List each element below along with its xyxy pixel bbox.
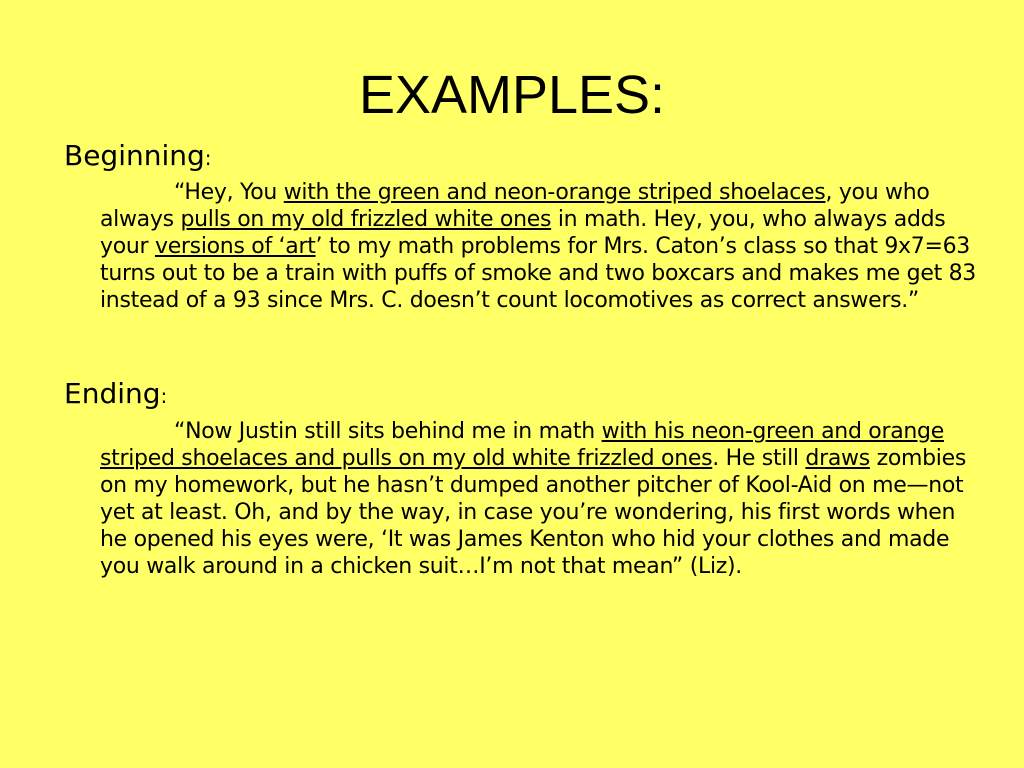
beginning-heading-colon: : — [204, 146, 212, 170]
beginning-quote-underlined: pulls on my old frizzled white ones — [180, 207, 552, 232]
beginning-heading-label: Beginning — [64, 139, 205, 172]
ending-quote-underlined: with his neon-green and orange striped shoelaces and pulls on my old white frizzled ones — [100, 419, 944, 471]
ending-quote-text: “Now Justin still sits behind me in math — [174, 419, 602, 444]
ending-heading — [64, 376, 167, 414]
beginning-quote-text: , you who always — [100, 180, 930, 232]
beginning-quote — [100, 179, 976, 314]
beginning-quote-text: ’ to my math problems for Mrs. Caton’s class so that 9x7=63 turns out to be a train with puffs of smoke and two boxcars and makes me get 83 instead of a 93 since Mrs. C. doesn’t count locomotives as correct answers.” — [100, 234, 976, 313]
beginning-quote-text: “Hey, You — [174, 180, 284, 205]
beginning-quote-text: in math. Hey, you, who always adds your — [100, 207, 946, 259]
ending-quote-text: zombies on my homework, but he hasn’t dumped another pitcher of Kool-Aid on me—not yet at least. Oh, and by the way, in case you’re wondering, his first words when he opened his eyes were, ‘It was James Kenton who hid your clothes and made you walk around in a chicken suit…I’m not that mean” (Liz). — [100, 446, 966, 579]
beginning-quote-underlined: versions of ‘art — [154, 234, 316, 259]
ending-quote-text: . He still — [712, 446, 806, 471]
ending-heading-colon: : — [160, 384, 168, 408]
beginning-quote-underlined: with the green and neon-orange striped shoelaces — [283, 180, 826, 205]
ending-quote-underlined: draws — [805, 446, 870, 471]
ending-heading-label: Ending — [64, 377, 161, 410]
beginning-heading — [64, 138, 212, 176]
ending-quote — [100, 418, 976, 580]
slide-title: EXAMPLES: — [358, 65, 666, 125]
